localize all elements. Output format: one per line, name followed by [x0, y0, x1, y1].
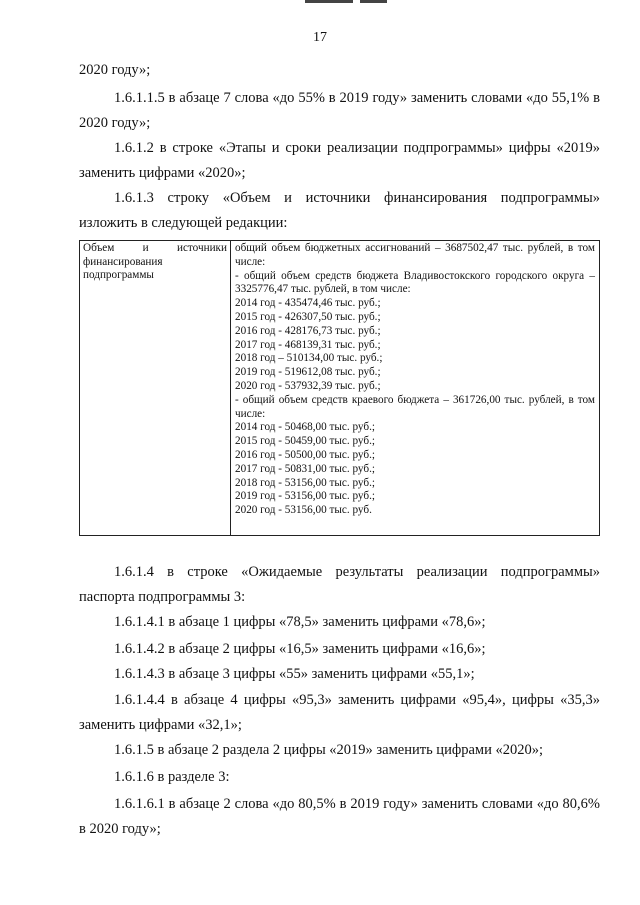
paragraph: 1.6.1.4.3 в абзаце 3 цифры «55» заменить цифрами «55,1»;	[114, 666, 475, 682]
label-word: и	[142, 242, 149, 254]
table-line: 2015 год - 426307,50 тыс. руб.;	[235, 310, 381, 323]
table-line: 2016 год - 50500,00 тыс. руб.;	[235, 448, 375, 461]
table-line: 2019 год - 519612,08 тыс. руб.;	[235, 366, 381, 379]
label-line: финансирования	[83, 255, 163, 268]
label-line: подпрограммы	[83, 269, 154, 281]
paragraph: 1.6.1.4.1 в абзаце 1 цифры «78,5» заменить цифрами «78,6»;	[114, 614, 486, 630]
table-line: 2014 год - 50468,00 тыс. руб.;	[235, 421, 375, 434]
label-word: источники	[176, 242, 227, 254]
paragraph: 1.6.1.1.5 в абзаце 7 слова «до 55% в 2019 году» заменить словами «до 55,1% в 2020 году»;	[79, 90, 600, 131]
paragraph: 2020 году»;	[79, 62, 151, 78]
table-line: 2020 год - 53156,00 тыс. руб.	[235, 504, 372, 517]
paragraph: 1.6.1.4.4 в абзаце 4 цифры «95,3» заменить цифрами «95,4», цифры «35,3» заменить цифрами «32,1»;	[79, 692, 600, 733]
paragraph: 1.6.1.5 в абзаце 2 раздела 2 цифры «2019» заменить цифрами «2020»;	[114, 742, 543, 758]
paragraph: 1.6.1.4.2 в абзаце 2 цифры «16,5» заменить цифрами «16,6»;	[114, 641, 486, 657]
paragraph: 1.6.1.3 строку «Объем и источники финансирования подпрограммы» изложить в следующей редакции:	[79, 190, 600, 231]
label-word: Объем	[83, 242, 115, 254]
page-number: 17	[313, 30, 327, 45]
table-line: 2016 год - 428176,73 тыс. руб.;	[235, 324, 381, 337]
table-line: 2018 год - 53156,00 тыс. руб.;	[235, 476, 375, 489]
scan-mark	[360, 0, 387, 3]
paragraph: 1.6.1.6.1 в абзаце 2 слова «до 80,5% в 2019 году» заменить словами «до 80,6% в 2020 году»;	[79, 796, 600, 837]
table-line: 2020 год - 537932,39 тыс. руб.;	[235, 379, 381, 392]
table-line: 2015 год - 50459,00 тыс. руб.;	[235, 435, 375, 448]
paragraph: 1.6.1.2 в строке «Этапы и сроки реализации подпрограммы» цифры «2019» заменить цифрами «2020»;	[79, 140, 600, 181]
funding-table	[79, 240, 600, 536]
table-line: 2017 год - 468139,31 тыс. руб.;	[235, 338, 381, 351]
label-line	[83, 242, 227, 256]
scan-mark	[305, 0, 353, 3]
table-line: 2014 год - 435474,46 тыс. руб.;	[235, 297, 381, 310]
table-label-cell	[80, 241, 231, 535]
paragraph: 1.6.1.4 в строке «Ожидаемые результаты реализации подпрограммы» паспорта подпрограммы 3:	[79, 564, 600, 605]
table-line: общий объем бюджетных ассигнований – 3687502,47 тыс. рублей, в том числе:	[235, 242, 595, 268]
table-line: 2019 год - 53156,00 тыс. руб.;	[235, 490, 375, 503]
table-line: 2017 год - 50831,00 тыс. руб.;	[235, 462, 375, 475]
table-line: - общий объем средств краевого бюджета – 361726,00 тыс. рублей, в том числе:	[235, 393, 595, 420]
table-line: - общий объем средств бюджета Владивостокского городского округа – 3325776,47 тыс. рублей, в том числе:	[235, 269, 595, 296]
paragraph: 1.6.1.6 в разделе 3:	[114, 769, 230, 785]
table-line: 2018 год – 510134,00 тыс. руб.;	[235, 352, 383, 365]
table-value-cell	[231, 241, 599, 519]
